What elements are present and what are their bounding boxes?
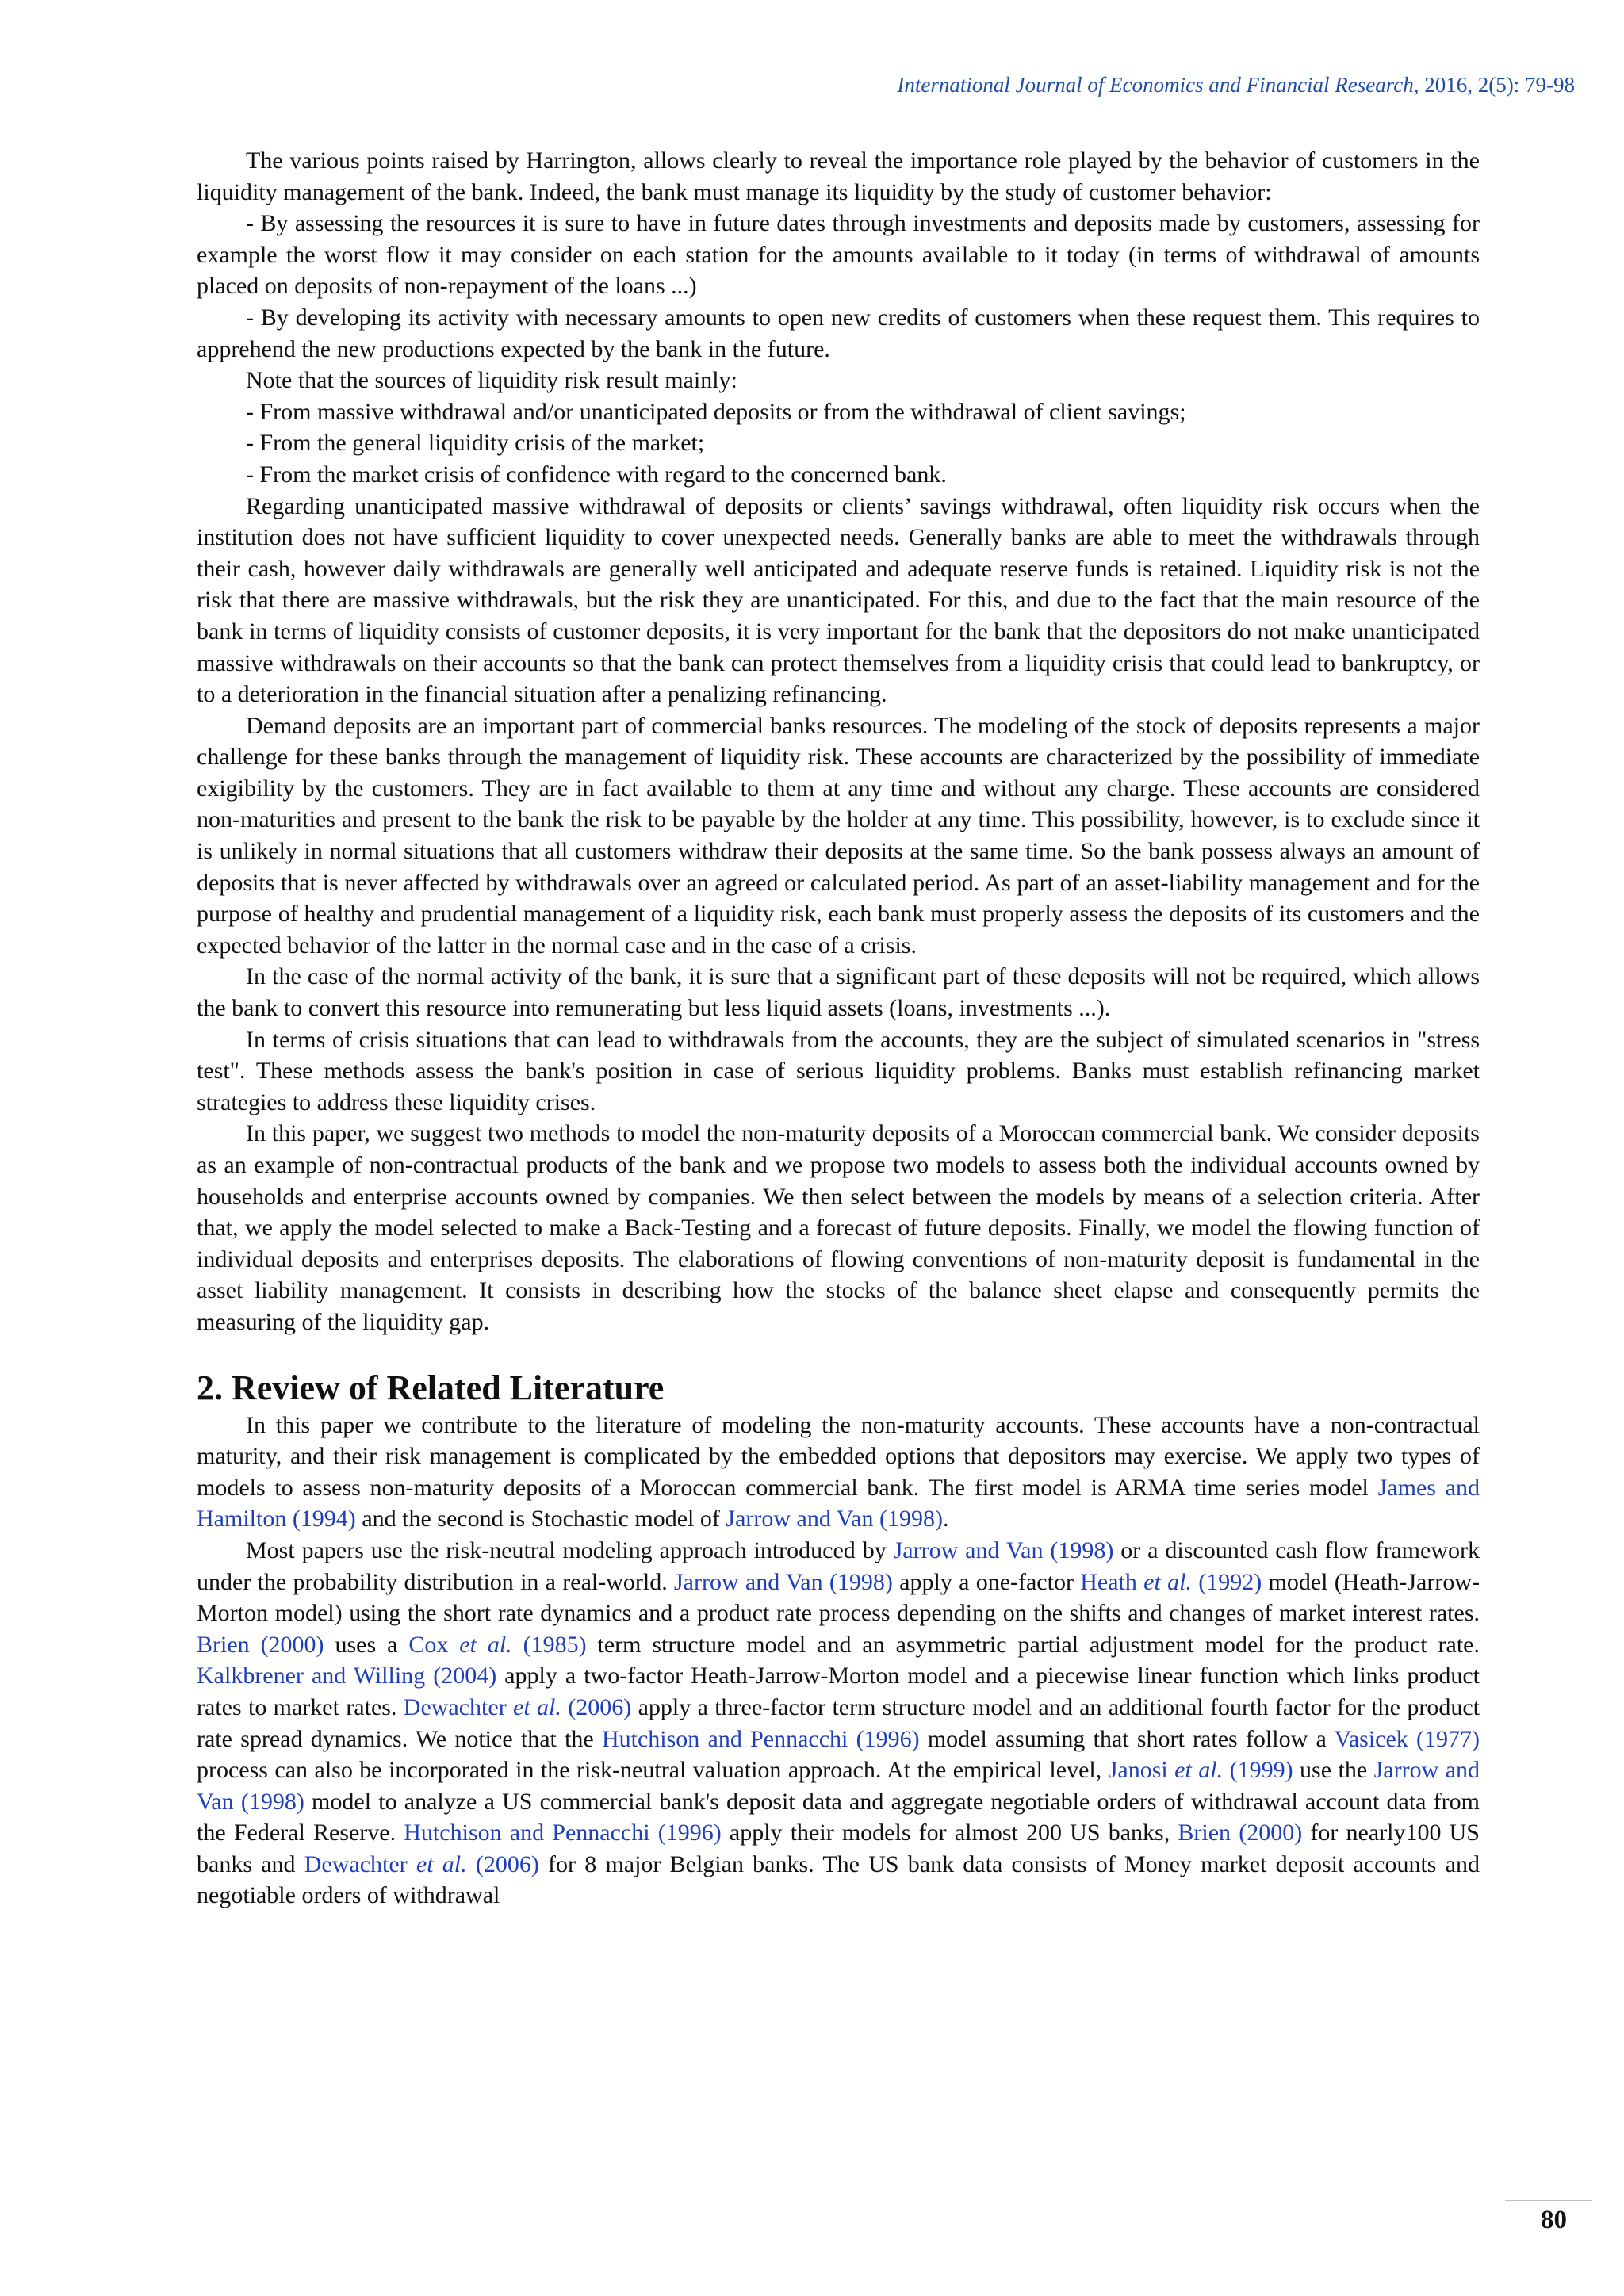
paragraph-this-paper: In this paper, we suggest two methods to model the non-maturity deposits of a Moroccan commercial bank. We consider deposits as an example of non-contractual products of the bank and we propose two models to assess both the individual accounts owned by households and enterprise accounts owned by companies. We then select between the models by means of a selection criteria. After that, we apply the model selected to make a Back-Testing and a forecast of future deposits. Finally, we model the flowing function of individual deposits and enterprises deposits. The elaborations of flowing conventions of non-maturity deposit is fundamental in the asset liability management. It consists in describing how the stocks of the balance sheet elapse and consequently permits the measuring of the liquidity gap.	[197, 1120, 1480, 1335]
citation-year: (1985)	[511, 1631, 587, 1658]
footer-divider	[1505, 2200, 1592, 2201]
citation-link[interactable]: Jarrow and Van (1998)	[674, 1568, 893, 1595]
bullet-massive-withdrawal: - From massive withdrawal and/or unanticipated deposits or from the withdrawal of client savings;	[246, 398, 1186, 425]
paragraph-developing: - By developing its activity with necessary amounts to open new credits of customers when these request them. This requires to apprehend the new productions expected by the bank in the future.	[197, 304, 1480, 362]
citation-author: Dewachter	[304, 1850, 416, 1877]
citation-link[interactable]	[304, 1851, 539, 1877]
paragraph-literature-2	[197, 1535, 1480, 1911]
journal-name: International Journal of Economics and Financial Research	[897, 73, 1414, 97]
paragraph-normal-activity: In the case of the normal activity of the bank, it is sure that a significant part of these deposits will not be required, which allows the bank to convert this resource into remunerating but less liquid assets (loans, investments ...).	[197, 963, 1480, 1022]
text-span: apply a three-factor term structure model and an additional fourth factor for the product rate spread dynamics. We notice that the	[197, 1693, 1480, 1752]
text-span: use the	[1293, 1757, 1374, 1784]
citation-author: Janosi	[1108, 1757, 1175, 1784]
citation-year: (2006)	[561, 1693, 632, 1720]
citation-link[interactable]: Hutchison and Pennacchi (1996)	[601, 1725, 920, 1752]
paragraph-assessing: - By assessing the resources it is sure to have in future dates through investments and deposits made by customers, assessing for example the worst flow it may consider on each station for the amounts available to it today (in terms of withdrawal of amounts placed on deposits of non-repayment of the loans ...)	[197, 210, 1480, 300]
citation-link[interactable]: Jarrow and Van (1998)	[197, 1757, 1480, 1815]
paragraph-demand-deposits: Demand deposits are an important part of commercial banks resources. The modeling of the stock of deposits represents a major challenge for these banks through the management of liquidity risk. These accounts are characterized by the possibility of immediate exigibility by the customers. They are in fact available to them at any time and without any charge. These accounts are considered non-maturities and present to the bank the risk to be payable by the holder at any time. This possibility, however, is to exclude since it is unlikely in normal situations that all customers withdraw their deposits at the same time. So the bank possess always an amount of deposits that is never affected by withdrawals over an agreed or calculated period. As part of an asset-liability management and for the purpose of healthy and prudential management of a liquidity risk, each bank must properly assess the deposits of its customers and the expected behavior of the latter in the normal case and in the case of a crisis.	[197, 712, 1480, 959]
citation-link[interactable]	[1109, 1757, 1293, 1783]
citation-year: (2006)	[466, 1850, 539, 1877]
text-span: model (Heath-Jarrow-Morton model) using the short rate dynamics and a product rate process depending on the shifts and changes of market interest rates.	[197, 1568, 1480, 1627]
text-span: for 8 major Belgian banks. The US bank data consists of Money market deposit accounts and negotiable orders of withdrawal	[197, 1850, 1480, 1909]
text-span: uses a	[324, 1631, 409, 1658]
text-span: Most papers use the risk-neutral modeling approach introduced by	[246, 1536, 894, 1563]
running-header	[897, 73, 1575, 98]
paragraph-note: Note that the sources of liquidity risk result mainly:	[246, 367, 737, 394]
citation-etal: et al.	[459, 1631, 512, 1658]
citation-author: Heath	[1080, 1568, 1144, 1595]
citation-link[interactable]: Kalkbrener and Willing (2004)	[197, 1663, 497, 1689]
text-span: apply a two-factor Heath-Jarrow-Morton model and a piecewise linear function which links product rates to market rates.	[197, 1663, 1480, 1720]
citation-link[interactable]: Brien (2000)	[1178, 1820, 1303, 1846]
citation-link[interactable]	[404, 1694, 631, 1720]
paragraph-crisis-situations: In terms of crisis situations that can lead to withdrawals from the accounts, they are the subject of simulated scenarios in "stress test". These methods assess the bank's position in case of serious liquidity problems. Banks must establish refinancing market strategies to address these liquidity crises.	[197, 1026, 1480, 1115]
citation-link[interactable]	[1080, 1569, 1262, 1595]
citation-link[interactable]: Brien (2000)	[197, 1631, 324, 1658]
citation-link[interactable]: Vasicek (1977)	[1334, 1725, 1480, 1752]
citation-year: (1992)	[1191, 1568, 1262, 1595]
text-span: model to analyze a US commercial bank's deposit data and aggregate negotiable orders of withdrawal account data from the Federal Reserve.	[197, 1788, 1480, 1846]
main-content	[197, 145, 1480, 1911]
citation-link[interactable]: Jarrow and Van (1998)	[893, 1536, 1114, 1563]
citation-link[interactable]: Jarrow and Van (1998)	[726, 1506, 943, 1533]
citation-etal: et al.	[513, 1693, 561, 1720]
citation-link[interactable]: James and Hamilton (1994)	[197, 1474, 1480, 1533]
citation-link[interactable]	[408, 1632, 586, 1658]
text-span: apply their models for almost 200 US banks,	[721, 1820, 1178, 1846]
section-heading: 2. Review of Related Literature	[197, 1368, 665, 1407]
citation-etal: et al.	[1143, 1568, 1192, 1595]
text-span: process can also be incorporated in the risk-neutral valuation approach. At the empirical level,	[197, 1757, 1109, 1784]
citation-author: Dewachter	[403, 1693, 514, 1720]
text-span: .	[942, 1506, 949, 1533]
text-span: term structure model and an asymmetric partial adjustment model for the product rate.	[586, 1631, 1480, 1658]
text-span: and the second is Stochastic model of	[355, 1506, 726, 1533]
citation-author: Cox	[408, 1631, 460, 1658]
paragraph-unanticipated: Regarding unanticipated massive withdrawal of deposits or clients’ savings withdrawal, often liquidity risk occurs when the institution does not have sufficient liquidity to cover unexpected needs. Generally banks are able to meet the withdrawals through their cash, however daily withdrawals are generally well anticipated and adequate reserve funds is retained. Liquidity risk is not the risk that there are massive withdrawals, but the risk they are unanticipated. For this, and due to the fact that the main resource of the bank in terms of liquidity consists of customer deposits, it is very important for the bank that the depositors do not make unanticipated massive withdrawals on their accounts so that the bank can protect themselves from a liquidity crisis that could lead to bankruptcy, or to a deterioration in the financial situation after a penalizing refinancing.	[197, 492, 1480, 708]
text-span: or a discounted cash flow framework under the probability distribution in a real-world.	[197, 1536, 1480, 1595]
page-number: 80	[1541, 2206, 1567, 2234]
citation-etal: et al.	[416, 1850, 467, 1877]
paragraph-literature-1	[197, 1410, 1480, 1535]
citation-link[interactable]: Hutchison and Pennacchi (1996)	[404, 1820, 722, 1846]
text-span: for nearly100 US banks and	[197, 1820, 1480, 1877]
journal-citation: , 2016, 2(5): 79-98	[1413, 73, 1575, 97]
paragraph-intro: The various points raised by Harrington, allows clearly to reveal the importance role played by the behavior of customers in the liquidity management of the bank. Indeed, the bank must manage its liquidity by the study of customer behavior:	[197, 147, 1480, 205]
text-span: model assuming that short rates follow a	[919, 1725, 1335, 1752]
citation-year: (1999)	[1223, 1757, 1293, 1784]
bullet-general-crisis: - From the general liquidity crisis of the market;	[246, 430, 705, 457]
text-span: apply a one-factor	[892, 1568, 1081, 1595]
citation-etal: et al.	[1174, 1757, 1224, 1784]
bullet-confidence-crisis: - From the market crisis of confidence with regard to the concerned bank.	[246, 461, 947, 488]
text-span: In this paper we contribute to the literature of modeling the non-maturity accounts. These accounts have a non-contractual maturity, and their risk management is complicated by the embedded options that depositors may exercise. We apply two types of models to assess non-maturity deposits of a Moroccan commercial bank. The first model is ARMA time series model	[197, 1411, 1480, 1501]
